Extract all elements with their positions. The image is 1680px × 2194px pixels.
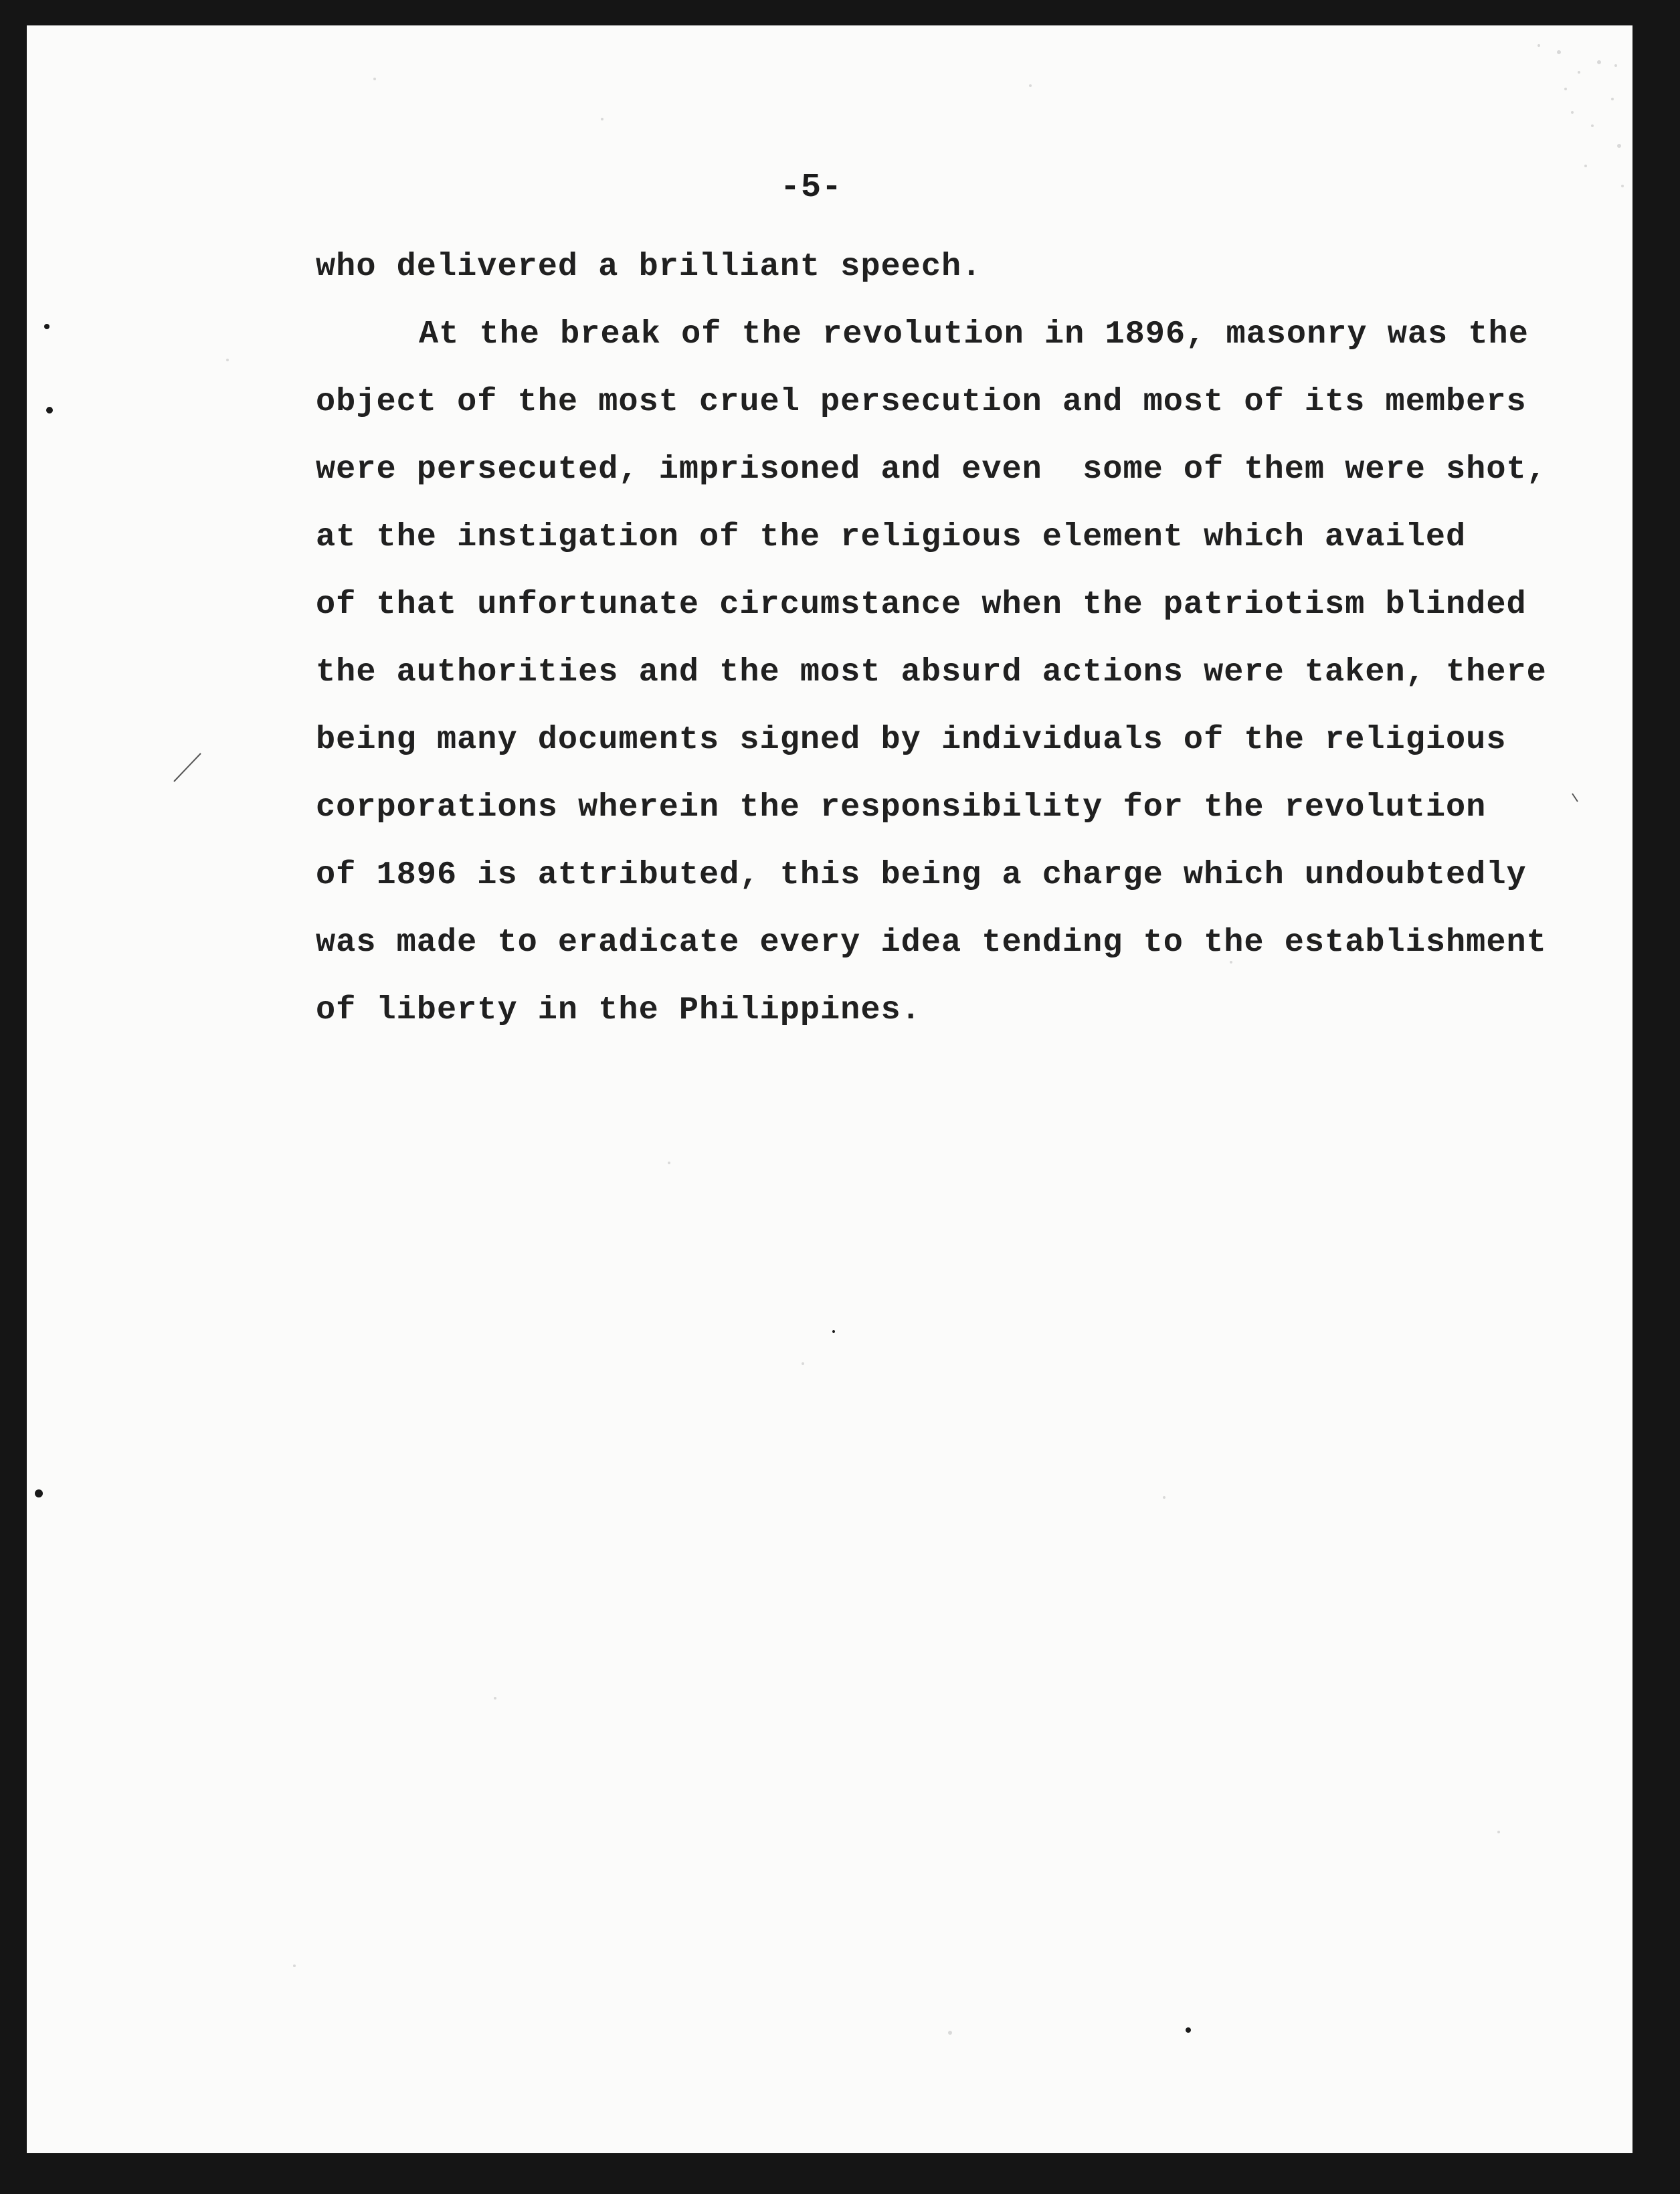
- paper-sheet: [27, 25, 1632, 2153]
- text-line: object of the most cruel persecution and most of its members: [316, 383, 1527, 420]
- text-line: of 1896 is attributed, this being a charge which undoubtedly: [316, 856, 1527, 893]
- text-line: corporations wherein the responsibility for the revolution: [316, 789, 1487, 826]
- text-line: of liberty in the Philippines.: [316, 992, 921, 1028]
- ink-speck: [35, 1489, 43, 1497]
- text-line: being many documents signed by individuals of the religious: [316, 721, 1507, 758]
- text-line: who delivered a brilliant speech.: [316, 248, 982, 285]
- text-line: at the instigation of the religious element which availed: [316, 519, 1467, 555]
- ink-speck: [1186, 2027, 1191, 2033]
- ink-speck: [44, 324, 50, 329]
- ink-speck: [832, 1330, 835, 1333]
- pencil-mark: [174, 753, 201, 782]
- ink-speck: [46, 407, 53, 414]
- text-line: was made to eradicate every idea tending to the establishment: [316, 924, 1547, 961]
- text-line: the authorities and the most absurd actions were taken, there: [316, 654, 1547, 691]
- text-line: At the break of the revolution in 1896, masonry was the: [419, 316, 1529, 353]
- text-line: were persecuted, imprisoned and even some of them were shot,: [316, 451, 1547, 488]
- typed-body-text: [316, 233, 1614, 1044]
- text-line: of that unfortunate circumstance when the patriotism blinded: [316, 586, 1527, 623]
- page-number: -5-: [780, 169, 843, 207]
